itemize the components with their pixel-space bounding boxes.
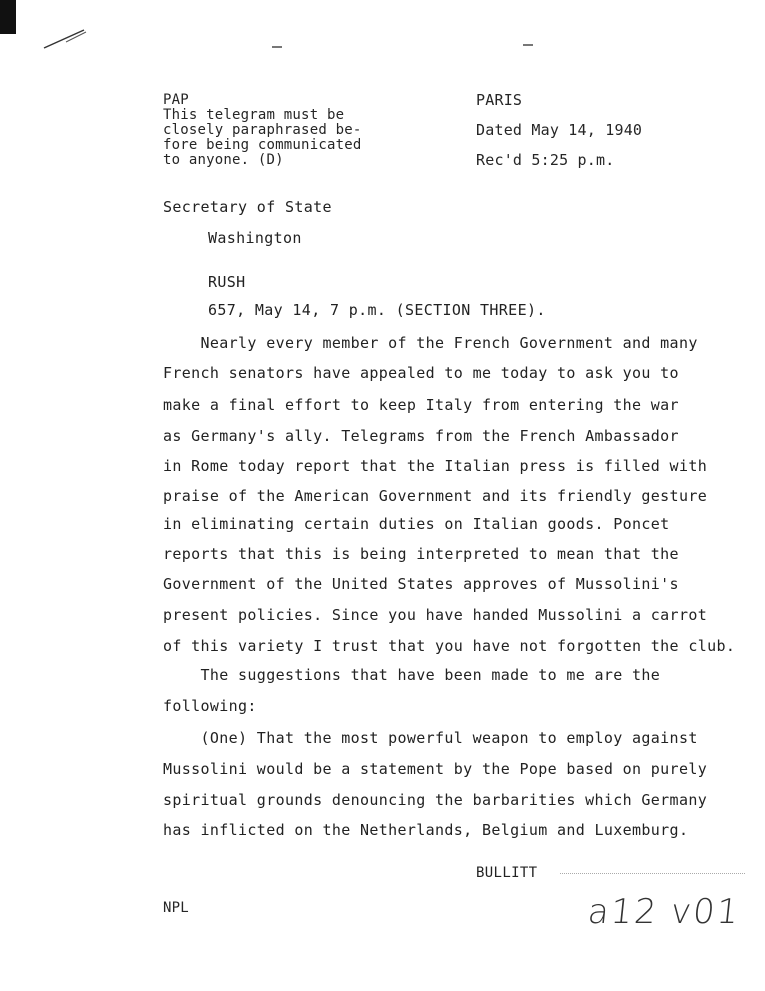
- body-line: praise of the American Government and its friendly gesture: [163, 487, 708, 505]
- received-line: Rec'd 5:25 p.m.: [476, 151, 615, 169]
- body-line: (One) That the most powerful weapon to employ against: [163, 729, 698, 747]
- body-line: spiritual grounds denouncing the barbarities which Germany: [163, 791, 708, 809]
- body-line: in Rome today report that the Italian press is filled with: [163, 457, 708, 475]
- body-line: make a final effort to keep Italy from entering the war: [163, 396, 679, 414]
- punch-mark: [272, 46, 282, 48]
- signature: BULLITT: [476, 865, 538, 881]
- priority-label: RUSH: [208, 273, 246, 291]
- addressee-title: Secretary of State: [163, 198, 332, 216]
- header-left-line: closely paraphrased be-: [163, 122, 362, 138]
- archive-note: a12 v01: [585, 892, 743, 932]
- body-line: The suggestions that have been made to me are the: [163, 666, 661, 684]
- header-left-line: PAP: [163, 92, 189, 108]
- origin-city: PARIS: [476, 91, 523, 109]
- body-line: French senators have appealed to me today to ask you to: [163, 364, 679, 382]
- header-left-line: fore being communicated: [163, 137, 362, 153]
- dated-line: Dated May 14, 1940: [476, 121, 643, 139]
- footer-initials: NPL: [163, 900, 189, 916]
- body-line: has inflicted on the Netherlands, Belgium and Luxemburg.: [163, 821, 689, 839]
- body-line: of this variety I trust that you have not forgotten the club.: [163, 637, 736, 655]
- header-left-line: to anyone. (D): [163, 152, 284, 168]
- addressee-city: Washington: [208, 229, 302, 247]
- telegram-reference: 657, May 14, 7 p.m. (SECTION THREE).: [208, 301, 546, 319]
- header-left-line: This telegram must be: [163, 107, 345, 123]
- signature-rule: [560, 873, 745, 874]
- pen-stroke-mark: [40, 20, 100, 60]
- body-line: reports that this is being interpreted to mean that the: [163, 545, 679, 563]
- body-line: present policies. Since you have handed Mussolini a carrot: [163, 606, 708, 624]
- body-line: Nearly every member of the French Government and many: [163, 334, 698, 352]
- body-line: following:: [163, 697, 257, 715]
- body-line: Mussolini would be a statement by the Pope based on purely: [163, 760, 708, 778]
- body-line: in eliminating certain duties on Italian goods. Poncet: [163, 515, 670, 533]
- body-line: as Germany's ally. Telegrams from the French Ambassador: [163, 427, 679, 445]
- body-line: Government of the United States approves of Mussolini's: [163, 575, 679, 593]
- corner-mark: [0, 0, 16, 34]
- punch-mark: [523, 44, 533, 46]
